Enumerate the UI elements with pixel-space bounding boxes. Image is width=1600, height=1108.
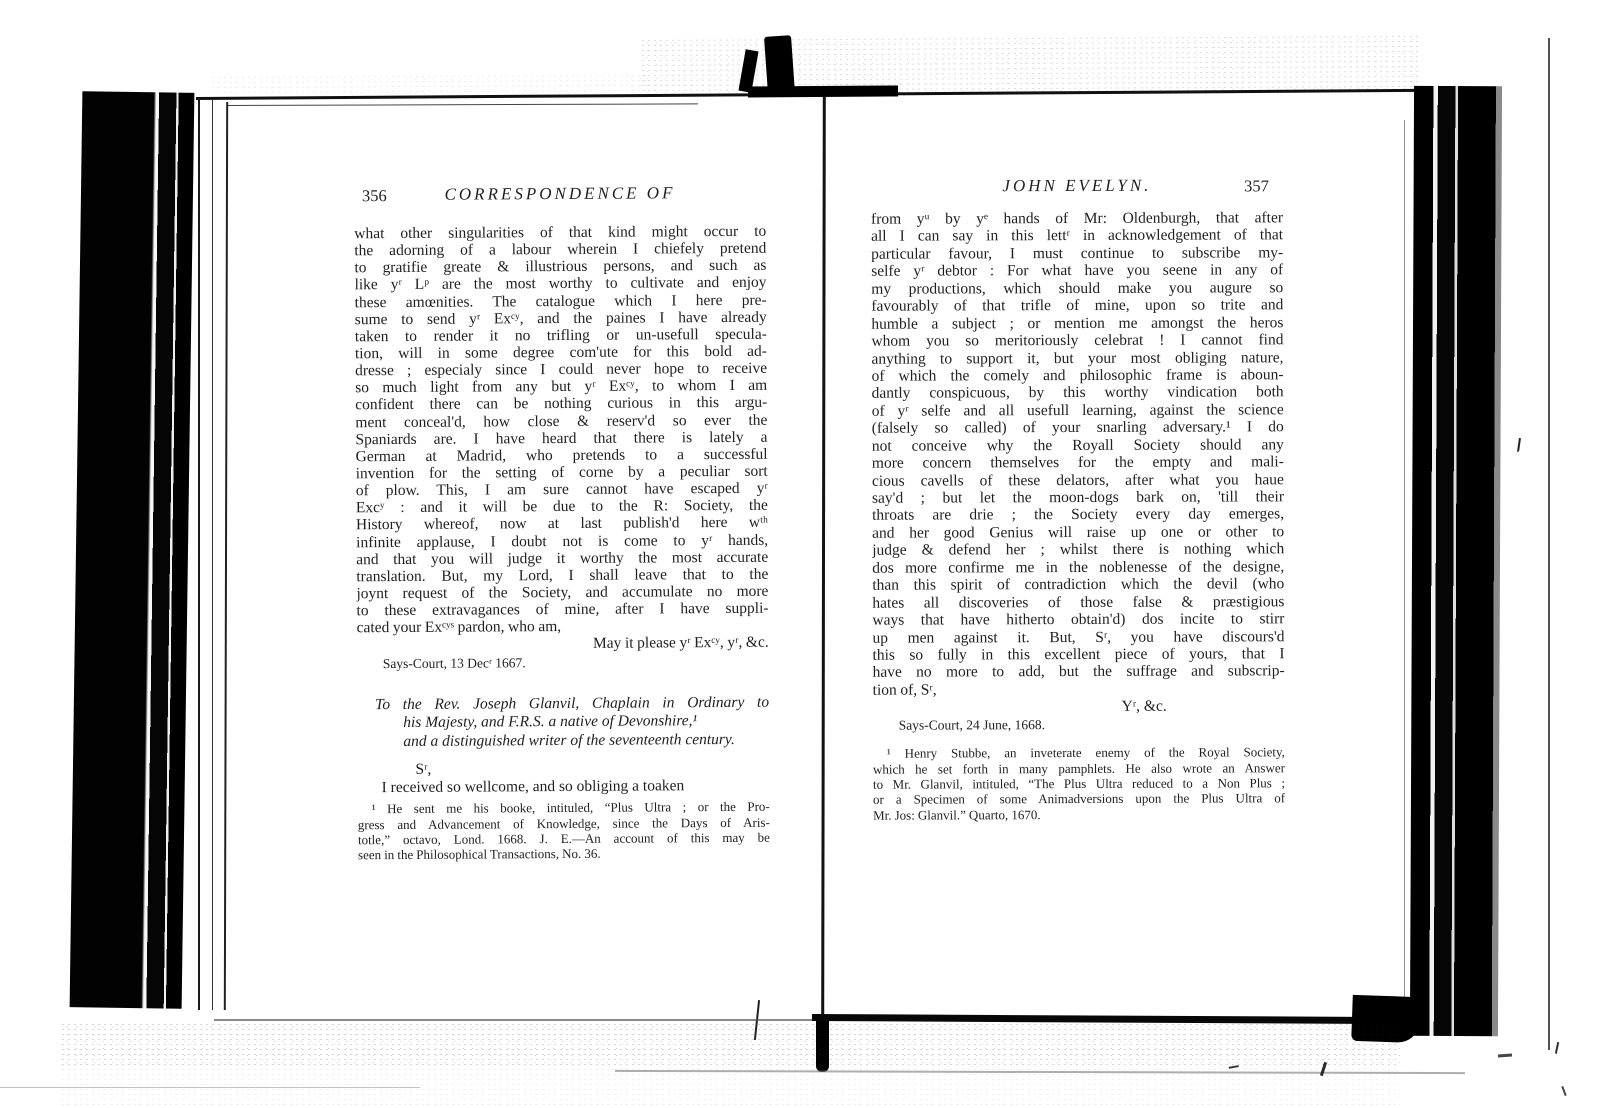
right-cover-edge-line (1548, 38, 1550, 1050)
body-text-line: infinite applause, I doubt not is come to yʳ hands, (356, 531, 769, 551)
left-running-header: CORRESPONDENCE OF (444, 183, 676, 204)
body-text-line: tion, will in some degree com'ute for this bold ad- (354, 342, 768, 363)
body-text-line: anything to support it, but your most obliging nature, (871, 348, 1284, 368)
body-text-line: humble a subject ; or mention me amongst the heros (871, 313, 1284, 333)
letter-opening-line: I received so wellcome, and so obliging a toaken (381, 777, 685, 797)
scan-speck (1555, 1042, 1559, 1054)
body-text-line: up men against it. But, Sʳ, you have discours'd (872, 627, 1285, 647)
footnote-line: ¹ Henry Stubbe, an inveterate enemy of the Royal Society, (886, 744, 1285, 761)
body-text-line: Excʸ : and it will be due to the R: Society, the (355, 496, 768, 517)
left-page-body (354, 223, 769, 654)
body-text-line: and her good Genius will raise up one or other to (872, 523, 1285, 542)
footnote-line: to Mr. Glanvil, intituled, “The Plus Ultra reduced to a Non Plus ; (872, 775, 1286, 792)
body-text-line: whom you so meritoriously celebrat ! I cannot find (871, 331, 1284, 350)
footnote-line: seen in the Philosophical Transactions, No. 36. (357, 846, 601, 863)
body-text-line: throats are drie ; the Society every day emerges, (872, 505, 1285, 525)
left-dateline: Says-Court, 13 Decʳ 1667. (382, 654, 526, 671)
body-text-line: Spaniards are. I have heard that there is lately a (355, 428, 768, 448)
body-text-line: tion of, Sʳ, (872, 681, 937, 699)
left-footnote (358, 799, 770, 863)
footnote-line: Mr. Jos: Glanvil.” Quarto, 1670. (873, 806, 1041, 823)
body-text-line: these amœnities. The catalogue which I here pre- (354, 291, 767, 311)
body-text-line: my productions, which should make you augure so (871, 279, 1284, 298)
body-text-line: translation. But, my Lord, I shall leave that to the (356, 565, 769, 586)
body-text-line: of yʳ selfe and all usefull learning, against the science (871, 401, 1284, 420)
bottom-page-edge-line-left (214, 1019, 814, 1021)
letter-heading-line: his Majesty, and F.R.S. a native of Devonshire,¹ (403, 712, 698, 732)
letter-heading-line: To the Rev. Joseph Glanvil, Chaplain in Ordinary to (375, 693, 770, 713)
body-text-line: dos more confirme me in the noblenesse of the designe, (872, 558, 1285, 577)
body-text-line: joynt request of the Society, and accumulate no more (356, 582, 769, 603)
body-text-line: all I can say in this lettʳ in acknowledgement of that (871, 226, 1284, 246)
top-page-edge-texture-left (210, 73, 650, 97)
body-text-line: to gratifie greate & illustrious persons, and such as (354, 257, 767, 277)
body-text-line: from yᵘ by yᵉ hands of Mr: Oldenburgh, that after (870, 209, 1284, 228)
right-page (871, 175, 1285, 823)
body-text-line: dresse ; especialy since I could never hope to receive (355, 359, 768, 380)
body-text-line: hates all discoveries of those false & præstigious (872, 592, 1285, 612)
footnote-line: gress and Advancement of Knowledge, since the Days of Aris- (357, 814, 770, 832)
scan-speck (1561, 1086, 1566, 1096)
letter-heading (357, 693, 769, 751)
body-text-line: of plow. This, I am sure cannot have escaped yʳ (355, 479, 768, 500)
footnote-line: or a Specimen of some Animadversions upon the Plus Ultra of (873, 790, 1286, 808)
body-text-line: favourably of that trifle of mine, upon so trite and (871, 296, 1284, 315)
right-page-edge-line (1404, 120, 1405, 1000)
right-page-header (871, 175, 1283, 198)
body-text-line: so much light from any but yʳ Exᶜʸ, to whom I am (355, 377, 768, 397)
footnote-line: which he set forth in many pamphlets. He also wrote an Answer (872, 759, 1285, 777)
body-text-line: judge & defend her ; whilst there is nothing which (872, 540, 1285, 560)
salutation: Sʳ, (415, 761, 432, 779)
body-text-line: History whereof, now at last publish'd here wᵗʰ (355, 514, 769, 534)
right-page-edge-shadow (1410, 86, 1502, 1036)
body-text-line: (falsely so called) of your snarling adversary.¹ I do (871, 418, 1284, 437)
footnote-line: ¹ He sent me his booke, intituled, “Plus Ultra ; or the Pro- (371, 799, 770, 817)
footnote-line: totle,” octavo, Lond. 1668. J. E.—An account of this may be (357, 829, 770, 848)
body-text-line: have no more to add, but the suffrage and subscrip- (872, 662, 1285, 682)
scan-speck (1498, 1054, 1512, 1058)
body-text-line: cated your Exᶜʸˢ pardon, who am, (356, 618, 562, 637)
body-text-line: say'd ; but let the moon-dogs bark on, 'till their (871, 488, 1285, 507)
body-text-line: this so fully in this excellent piece of yours, that I (872, 645, 1285, 664)
body-text-line: to these extravagances of mine, after I have suppli- (356, 599, 769, 620)
right-page-body (871, 209, 1285, 699)
right-page-number: 357 (1244, 176, 1269, 196)
left-page-header (354, 183, 766, 208)
bottom-shadow-texture-soft (60, 1022, 1400, 1108)
left-page-edge-line (212, 100, 213, 1010)
body-text-line: and that you will judge it worthy the most accurate (356, 548, 769, 568)
body-text-line: ment conceal'd, how close & reserv'd so ever the (355, 411, 768, 431)
body-text-line: particular favour, I must continue to subscribe my- (871, 244, 1284, 263)
body-text-line: taken to render it no trifling or un-usefull specula- (354, 325, 767, 346)
body-text-line: of which the comely and philosophic frame is aboun- (871, 366, 1284, 385)
body-text-line: like yʳ Lᵖ are the most worthy to cultivate and enjoy (354, 274, 767, 294)
top-page-edge-line-inner (228, 103, 698, 106)
left-page-edge-shadow (70, 91, 195, 1008)
letter-signature: Yʳ, &c. (1121, 697, 1167, 716)
letter-heading-line: and a distinguished writer of the seventeenth century. (403, 730, 735, 750)
body-text-line: German at Madrid, who pretends to a successful (355, 445, 768, 466)
scan-speck (1517, 438, 1521, 452)
body-text-line: not conceive why the Royall Society should any (871, 435, 1284, 455)
scan-speck (1227, 1057, 1239, 1069)
body-text-line: selfe yʳ debtor : For what have you seene in any of (871, 261, 1284, 281)
body-text-line: dantly conspicuous, by this worthy vindication both (871, 383, 1284, 403)
bottom-scan-streak (0, 1087, 420, 1088)
body-text-line: the adorning of a labour wherein I chiefely pretend (354, 239, 767, 260)
left-page-edge-line (198, 98, 200, 1010)
body-text-line: ways that have hitherto obtain'd) dos incite to stirr (872, 610, 1285, 629)
right-footnote (873, 745, 1285, 823)
body-text-line: sume to send yʳ Exᶜʸ, and the paines I have already (354, 308, 767, 328)
right-running-header: JOHN EVELYN. (1002, 175, 1152, 196)
book-spine-line (821, 96, 826, 1020)
body-text-line: than this spirit of contradiction which the devil (who (872, 575, 1285, 594)
body-text-line: May it please yʳ Exᶜʸ, yʳ, &c. (592, 634, 769, 653)
body-text-line: invention for the setting of corne by a peculiar sort (355, 462, 768, 483)
right-dateline: Says-Court, 24 June, 1668. (898, 717, 1046, 733)
body-text-line: what other singularities of that kind might occur to (354, 222, 767, 243)
body-text-line: cious cavells of these delators, after what you haue (871, 470, 1284, 490)
left-page-edge-line (224, 102, 228, 1010)
body-text-line: more concern themselves for the empty and mali- (871, 453, 1284, 472)
left-page (354, 183, 770, 863)
body-text-line: confident there can be nothing curious in this argu- (355, 394, 768, 414)
left-page-number: 356 (361, 186, 387, 206)
